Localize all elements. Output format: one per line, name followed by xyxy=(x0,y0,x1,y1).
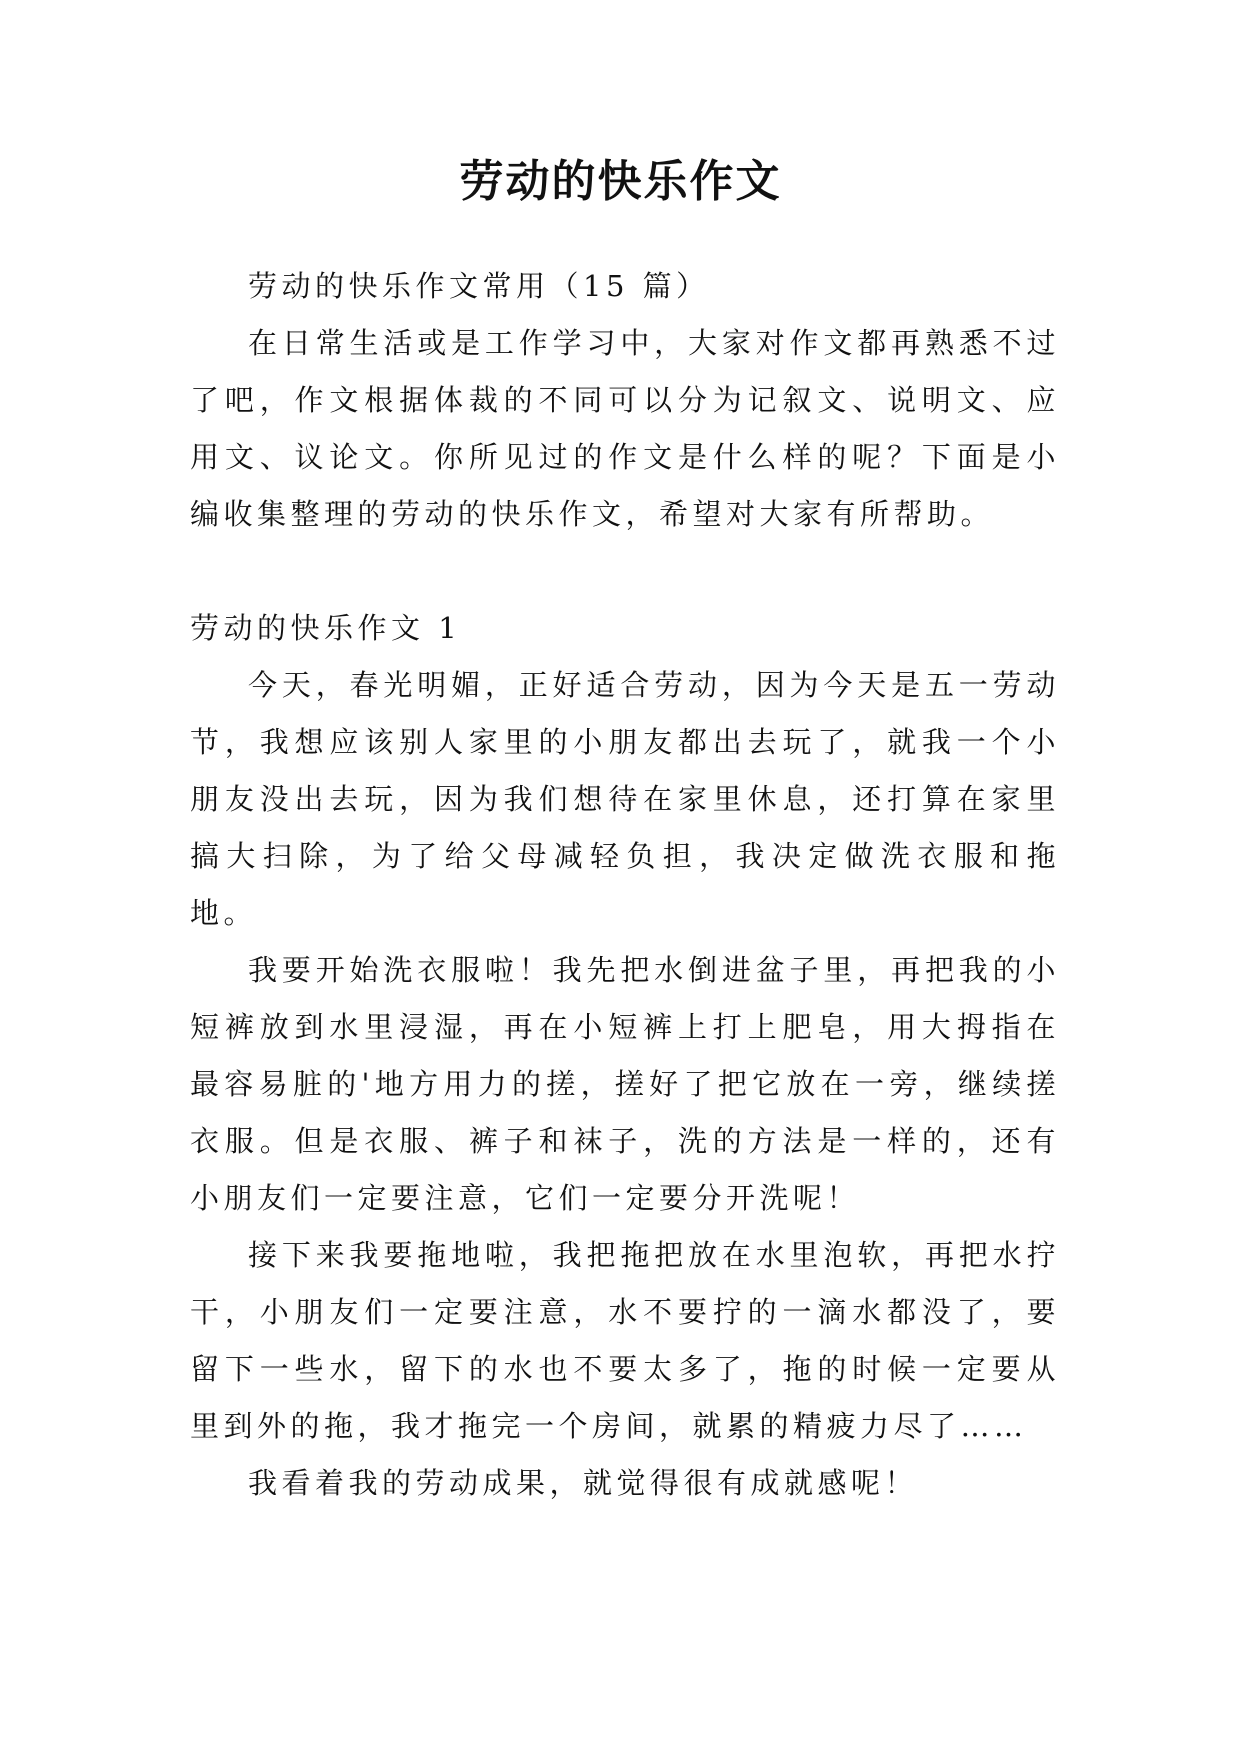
section-heading: 劳动的快乐作文 1 xyxy=(190,611,462,645)
body-paragraph: 接下来我要拖地啦，我把拖把放在水里泡软，再把水拧干，小朋友们一定要注意，水不要拧的一滴水都没了，要留下一些水，留下的水也不要太多了，拖的时候一定要从里到外的拖，我才拖完一个房间，就累的精疲力尽了…… xyxy=(190,1238,1060,1443)
document-title: 劳动的快乐作文 xyxy=(459,156,782,207)
section-spacer xyxy=(190,543,1060,600)
document-body xyxy=(190,258,1060,1512)
body-paragraph: 我看着我的劳动成果，就觉得很有成就感呢！ xyxy=(248,1466,919,1500)
intro-paragraph: 在日常生活或是工作学习中，大家对作文都再熟悉不过了吧，作文根据体裁的不同可以分为记叙文、说明文、应用文、议论文。你所见过的作文是什么样的呢？下面是小编收集整理的劳动的快乐作文，希望对大家有所帮助。 xyxy=(190,326,1060,531)
body-paragraph: 今天，春光明媚，正好适合劳动，因为今天是五一劳动节，我想应该别人家里的小朋友都出去玩了，就我一个小朋友没出去玩，因为我们想待在家里休息，还打算在家里搞大扫除，为了给父母减轻负担，我决定做洗衣服和拖地。 xyxy=(190,668,1060,930)
intro-heading: 劳动的快乐作文常用（15 篇） xyxy=(248,269,710,303)
body-paragraph: 我要开始洗衣服啦！我先把水倒进盆子里，再把我的小短裤放到水里浸湿，再在小短裤上打上肥皂，用大拇指在最容易脏的'地方用力的搓，搓好了把它放在一旁，继续搓衣服。但是衣服、裤子和袜子，洗的方法是一样的，还有小朋友们一定要注意，它们一定要分开洗呢！ xyxy=(190,953,1060,1215)
